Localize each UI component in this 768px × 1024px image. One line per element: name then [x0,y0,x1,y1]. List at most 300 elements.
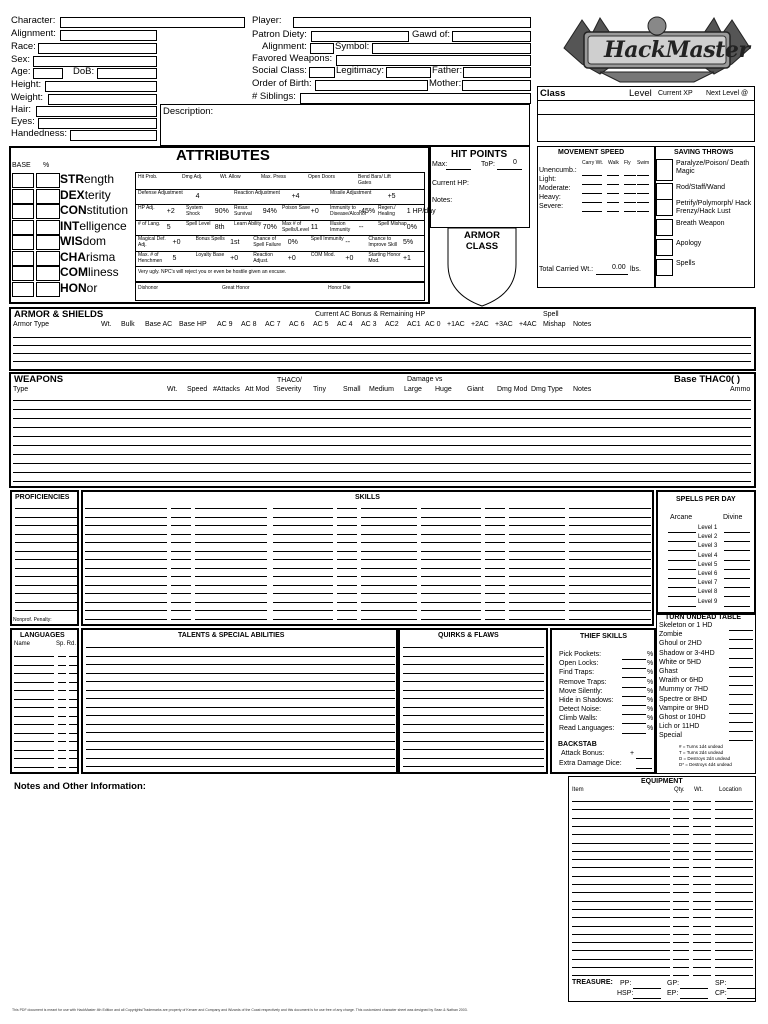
skill-line[interactable] [85,576,167,577]
skill-line[interactable] [569,559,651,560]
skill-line[interactable] [171,576,191,577]
equipment-item-line[interactable] [572,884,670,885]
language-sp-line[interactable] [58,716,66,717]
movement-field[interactable] [582,211,602,212]
equipment-wt-line[interactable] [693,851,711,852]
equipment-wt-line[interactable] [693,876,711,877]
equipment-item-line[interactable] [572,851,670,852]
talent-line[interactable] [86,758,395,759]
talent-line[interactable] [86,690,395,691]
skill-line[interactable] [485,585,505,586]
language-sp-line[interactable] [58,682,66,683]
movement-field[interactable] [637,211,649,212]
movement-field[interactable] [582,175,602,176]
stat-pct-box[interactable] [36,251,60,266]
skill-line[interactable] [171,593,191,594]
skill-line[interactable] [485,576,505,577]
stat-pct-box[interactable] [36,235,60,250]
stat-base-box[interactable] [12,204,34,219]
equipment-location-line[interactable] [715,892,753,893]
turn-undead-field[interactable] [729,648,753,649]
skill-line[interactable] [485,619,505,620]
language-rd-line[interactable] [69,682,77,683]
skill-line[interactable] [195,534,267,535]
divine-slot[interactable] [724,578,750,579]
skill-line[interactable] [361,576,417,577]
skill-line[interactable] [421,534,481,535]
skill-line[interactable] [509,568,565,569]
talent-line[interactable] [86,656,395,657]
equipment-item-line[interactable] [572,975,670,976]
equipment-location-line[interactable] [715,834,753,835]
skill-line[interactable] [509,610,565,611]
proficiency-line[interactable] [15,568,77,569]
siblings-field[interactable] [300,93,531,104]
language-rd-line[interactable] [69,673,77,674]
social-class-field[interactable] [309,67,335,78]
equipment-qty-line[interactable] [673,942,689,943]
skill-line[interactable] [485,508,505,509]
language-rd-line[interactable] [69,741,77,742]
turn-undead-field[interactable] [729,740,753,741]
language-sp-line[interactable] [58,707,66,708]
turn-undead-field[interactable] [729,639,753,640]
quirk-line[interactable] [403,724,544,725]
skill-line[interactable] [273,568,333,569]
equipment-item-line[interactable] [572,950,670,951]
skill-line[interactable] [337,525,357,526]
skill-line[interactable] [485,534,505,535]
skill-line[interactable] [361,619,417,620]
equipment-qty-line[interactable] [673,851,689,852]
skill-line[interactable] [195,602,267,603]
equipment-qty-line[interactable] [673,884,689,885]
turn-undead-field[interactable] [729,630,753,631]
skill-line[interactable] [569,551,651,552]
weapon-row-line[interactable] [13,445,751,446]
equipment-item-line[interactable] [572,876,670,877]
skill-line[interactable] [569,508,651,509]
movement-field[interactable] [624,211,636,212]
proficiency-line[interactable] [15,585,77,586]
notes-area[interactable] [10,795,565,1000]
quirk-line[interactable] [403,715,544,716]
quirk-line[interactable] [403,673,544,674]
skill-line[interactable] [361,602,417,603]
turn-undead-field[interactable] [729,713,753,714]
quirk-line[interactable] [403,698,544,699]
thief-skill-field[interactable] [622,687,646,688]
language-line[interactable] [14,716,54,717]
proficiency-line[interactable] [15,602,77,603]
equipment-qty-line[interactable] [673,843,689,844]
divine-slot[interactable] [724,606,750,607]
talent-line[interactable] [86,715,395,716]
stat-base-box[interactable] [12,251,34,266]
equipment-qty-line[interactable] [673,975,689,976]
skill-line[interactable] [171,525,191,526]
stat-base-box[interactable] [12,220,34,235]
language-sp-line[interactable] [58,733,66,734]
talent-line[interactable] [86,681,395,682]
equipment-location-line[interactable] [715,843,753,844]
movement-field[interactable] [607,202,619,203]
skill-line[interactable] [509,619,565,620]
skill-line[interactable] [195,568,267,569]
skill-line[interactable] [337,585,357,586]
turn-undead-field[interactable] [729,722,753,723]
equipment-item-line[interactable] [572,917,670,918]
equipment-location-line[interactable] [715,909,753,910]
equipment-wt-line[interactable] [693,818,711,819]
language-rd-line[interactable] [69,716,77,717]
equipment-qty-line[interactable] [673,950,689,951]
skill-line[interactable] [273,517,333,518]
skill-line[interactable] [171,619,191,620]
skill-line[interactable] [273,585,333,586]
equipment-item-line[interactable] [572,818,670,819]
language-sp-line[interactable] [58,767,66,768]
equipment-location-line[interactable] [715,950,753,951]
skill-line[interactable] [421,542,481,543]
talent-line[interactable] [86,647,395,648]
skill-line[interactable] [509,517,565,518]
arcane-slot[interactable] [668,587,696,588]
skill-line[interactable] [273,508,333,509]
equipment-item-line[interactable] [572,967,670,968]
skill-line[interactable] [485,542,505,543]
skill-line[interactable] [509,576,565,577]
movement-field[interactable] [607,211,619,212]
movement-field[interactable] [624,184,636,185]
gawd-of-field[interactable] [452,31,531,42]
arcane-slot[interactable] [668,596,696,597]
equipment-location-line[interactable] [715,901,753,902]
skill-line[interactable] [273,542,333,543]
hair-field[interactable] [36,106,157,117]
skill-line[interactable] [85,602,167,603]
movement-field[interactable] [582,202,602,203]
skill-line[interactable] [485,593,505,594]
skill-line[interactable] [509,534,565,535]
arcane-slot[interactable] [668,541,696,542]
stat-pct-box[interactable] [36,220,60,235]
skill-line[interactable] [361,551,417,552]
skill-line[interactable] [485,517,505,518]
equipment-location-line[interactable] [715,859,753,860]
save-value-box[interactable] [656,219,673,236]
language-line[interactable] [14,707,54,708]
skill-line[interactable] [85,517,167,518]
skill-line[interactable] [273,559,333,560]
movement-field[interactable] [637,184,649,185]
divine-slot[interactable] [724,596,750,597]
skill-line[interactable] [509,559,565,560]
language-sp-line[interactable] [58,741,66,742]
skill-line[interactable] [569,568,651,569]
skill-line[interactable] [85,593,167,594]
turn-undead-field[interactable] [729,658,753,659]
language-line[interactable] [14,724,54,725]
skill-line[interactable] [569,593,651,594]
language-sp-line[interactable] [58,656,66,657]
skill-line[interactable] [171,534,191,535]
stat-pct-box[interactable] [36,282,60,297]
skill-line[interactable] [569,619,651,620]
equipment-location-line[interactable] [715,801,753,802]
turn-undead-field[interactable] [729,676,753,677]
skill-line[interactable] [337,517,357,518]
equipment-location-line[interactable] [715,818,753,819]
arcane-slot[interactable] [668,578,696,579]
equipment-wt-line[interactable] [693,901,711,902]
proficiency-line[interactable] [15,610,77,611]
talent-line[interactable] [86,732,395,733]
skill-line[interactable] [273,593,333,594]
movement-field[interactable] [637,202,649,203]
skill-line[interactable] [569,525,651,526]
skill-line[interactable] [421,619,481,620]
skill-line[interactable] [171,568,191,569]
skill-line[interactable] [421,602,481,603]
skill-line[interactable] [485,559,505,560]
skill-line[interactable] [85,619,167,620]
equipment-item-line[interactable] [572,926,670,927]
language-rd-line[interactable] [69,690,77,691]
talent-line[interactable] [86,741,395,742]
skill-line[interactable] [171,602,191,603]
equipment-wt-line[interactable] [693,959,711,960]
player-field[interactable] [293,17,531,28]
movement-field[interactable] [607,175,619,176]
language-line[interactable] [14,758,54,759]
stat-pct-box[interactable] [36,266,60,281]
skill-line[interactable] [361,585,417,586]
weapon-row-line[interactable] [13,409,751,410]
arcane-slot[interactable] [668,569,696,570]
quirk-line[interactable] [403,766,544,767]
proficiency-line[interactable] [15,542,77,543]
skill-line[interactable] [195,593,267,594]
turn-undead-field[interactable] [729,731,753,732]
save-value-box[interactable] [656,183,673,200]
equipment-qty-line[interactable] [673,867,689,868]
skill-line[interactable] [361,593,417,594]
equipment-item-line[interactable] [572,826,670,827]
quirk-line[interactable] [403,707,544,708]
skill-line[interactable] [195,517,267,518]
equipment-wt-line[interactable] [693,867,711,868]
skill-line[interactable] [171,559,191,560]
equipment-location-line[interactable] [715,942,753,943]
skill-line[interactable] [195,559,267,560]
equipment-location-line[interactable] [715,876,753,877]
equipment-location-line[interactable] [715,926,753,927]
weapon-row-line[interactable] [13,400,751,401]
skill-line[interactable] [421,551,481,552]
equipment-location-line[interactable] [715,975,753,976]
quirk-line[interactable] [403,681,544,682]
language-line[interactable] [14,767,54,768]
proficiency-line[interactable] [15,576,77,577]
equipment-location-line[interactable] [715,826,753,827]
skill-line[interactable] [361,517,417,518]
armor-row-line[interactable] [13,337,751,338]
equipment-location-line[interactable] [715,809,753,810]
language-sp-line[interactable] [58,690,66,691]
proficiency-line[interactable] [15,508,77,509]
skill-line[interactable] [509,602,565,603]
movement-field[interactable] [624,202,636,203]
save-value-box[interactable] [656,159,673,181]
skill-line[interactable] [85,585,167,586]
language-line[interactable] [14,733,54,734]
height-field[interactable] [45,81,157,92]
skill-line[interactable] [509,585,565,586]
skill-line[interactable] [421,585,481,586]
skill-line[interactable] [337,559,357,560]
arcane-slot[interactable] [668,550,696,551]
language-rd-line[interactable] [69,665,77,666]
quirk-line[interactable] [403,741,544,742]
equipment-wt-line[interactable] [693,934,711,935]
quirk-line[interactable] [403,690,544,691]
equipment-qty-line[interactable] [673,826,689,827]
weight-field[interactable] [48,94,157,105]
skill-line[interactable] [85,534,167,535]
language-rd-line[interactable] [69,656,77,657]
sex-field[interactable] [33,56,157,67]
skill-line[interactable] [361,542,417,543]
language-sp-line[interactable] [58,758,66,759]
equipment-qty-line[interactable] [673,917,689,918]
stat-pct-box[interactable] [36,189,60,204]
equipment-item-line[interactable] [572,843,670,844]
skill-line[interactable] [85,610,167,611]
language-line[interactable] [14,690,54,691]
equipment-location-line[interactable] [715,959,753,960]
thief-skill-field[interactable] [622,733,646,734]
armor-row-line[interactable] [13,353,751,354]
skill-line[interactable] [337,508,357,509]
equipment-qty-line[interactable] [673,834,689,835]
equipment-wt-line[interactable] [693,834,711,835]
quirk-line[interactable] [403,732,544,733]
proficiency-line[interactable] [15,559,77,560]
race-field[interactable] [38,43,157,54]
equipment-wt-line[interactable] [693,859,711,860]
divine-slot[interactable] [724,532,750,533]
equipment-item-line[interactable] [572,942,670,943]
skill-line[interactable] [569,602,651,603]
equipment-wt-line[interactable] [693,950,711,951]
talent-line[interactable] [86,749,395,750]
skill-line[interactable] [421,525,481,526]
skill-line[interactable] [509,525,565,526]
alignment-field[interactable] [60,30,157,41]
equipment-item-line[interactable] [572,867,670,868]
symbol-field[interactable] [372,43,531,54]
skill-line[interactable] [485,551,505,552]
equipment-wt-line[interactable] [693,809,711,810]
equipment-qty-line[interactable] [673,967,689,968]
talent-line[interactable] [86,724,395,725]
stat-base-box[interactable] [12,173,34,188]
language-line[interactable] [14,673,54,674]
skill-line[interactable] [485,525,505,526]
equipment-wt-line[interactable] [693,892,711,893]
thief-skill-field[interactable] [622,705,646,706]
skill-line[interactable] [361,525,417,526]
armor-row-line[interactable] [13,361,751,362]
weapon-row-line[interactable] [13,481,751,482]
skill-line[interactable] [195,525,267,526]
equipment-item-line[interactable] [572,801,670,802]
skill-line[interactable] [421,593,481,594]
language-line[interactable] [14,699,54,700]
thief-skill-field[interactable] [622,659,646,660]
stat-base-box[interactable] [12,282,34,297]
language-line[interactable] [14,656,54,657]
weapon-row-line[interactable] [13,463,751,464]
equipment-item-line[interactable] [572,909,670,910]
skill-line[interactable] [569,610,651,611]
language-line[interactable] [14,682,54,683]
skill-line[interactable] [569,534,651,535]
save-value-box[interactable] [656,259,673,276]
language-line[interactable] [14,741,54,742]
skill-line[interactable] [273,525,333,526]
equipment-wt-line[interactable] [693,826,711,827]
equipment-wt-line[interactable] [693,884,711,885]
quirk-line[interactable] [403,749,544,750]
mother-field[interactable] [462,80,531,91]
thief-skill-field[interactable] [622,677,646,678]
stat-base-box[interactable] [12,189,34,204]
proficiency-line[interactable] [15,534,77,535]
equipment-item-line[interactable] [572,959,670,960]
equipment-location-line[interactable] [715,934,753,935]
skill-line[interactable] [195,576,267,577]
skill-line[interactable] [421,559,481,560]
proficiency-line[interactable] [15,593,77,594]
skill-line[interactable] [421,517,481,518]
skill-line[interactable] [509,508,565,509]
equipment-qty-line[interactable] [673,809,689,810]
proficiency-line[interactable] [15,551,77,552]
skill-line[interactable] [361,568,417,569]
movement-field[interactable] [624,175,636,176]
skill-line[interactable] [569,576,651,577]
divine-slot[interactable] [724,560,750,561]
equipment-wt-line[interactable] [693,975,711,976]
skill-line[interactable] [85,542,167,543]
stat-pct-box[interactable] [36,204,60,219]
save-value-box[interactable] [656,239,673,256]
skill-line[interactable] [195,619,267,620]
turn-undead-field[interactable] [729,704,753,705]
equipment-item-line[interactable] [572,934,670,935]
weapon-row-line[interactable] [13,418,751,419]
divine-slot[interactable] [724,569,750,570]
equipment-item-line[interactable] [572,901,670,902]
movement-field[interactable] [624,193,636,194]
movement-field[interactable] [582,193,602,194]
weapon-row-line[interactable] [13,472,751,473]
stat-base-box[interactable] [12,266,34,281]
quirk-line[interactable] [403,664,544,665]
skill-line[interactable] [171,517,191,518]
